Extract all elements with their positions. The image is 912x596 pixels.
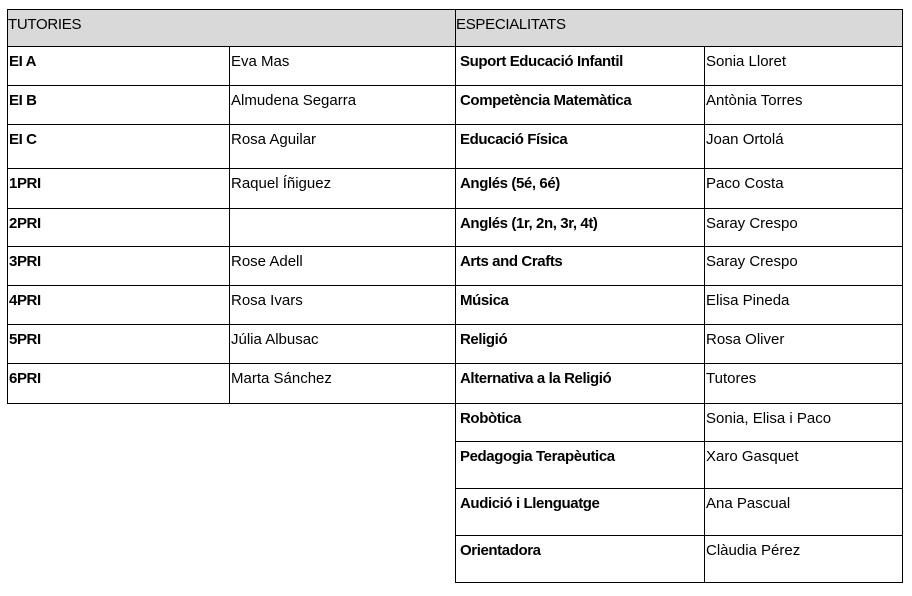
right-name-text: Clàudia Pérez [706,542,801,559]
left-label-cell [7,246,230,286]
tutories-header [7,9,456,47]
left-label-cell [7,85,230,125]
right-name-cell [704,403,903,442]
right-label-cell [455,403,705,442]
left-name-text: Raquel Íñiguez [231,175,332,192]
right-label-cell [455,168,705,209]
left-name-text: Rosa Ivars [231,292,303,309]
especialitats-header-text: ESPECIALITATS [456,16,566,33]
right-name-text: Tutores [706,370,757,387]
left-label-cell [7,363,230,404]
left-name-cell [229,246,456,286]
especialitats-header [455,9,903,47]
left-name-text: Eva Mas [231,53,290,70]
left-name-text: Rose Adell [231,253,303,270]
right-label-text: Anglés (1r, 2n, 3r, 4t) [460,215,598,232]
right-name-text: Rosa Oliver [706,331,785,348]
right-name-text: Saray Crespo [706,253,798,270]
right-name-cell [704,85,903,125]
left-label-cell [7,285,230,325]
left-label-cell [7,208,230,247]
left-name-cell [229,208,456,247]
right-label-cell [455,285,705,325]
right-name-text: Joan Ortolá [706,131,784,148]
left-name-cell [229,124,456,169]
right-label-text: Suport Educació Infantil [460,53,623,70]
right-name-text: Elisa Pineda [706,292,790,309]
right-label-cell [455,488,705,536]
right-label-text: Música [460,292,509,309]
right-label-cell [455,324,705,364]
right-label-text: Robòtica [460,410,521,427]
right-name-text: Antònia Torres [706,92,803,109]
left-label-cell [7,324,230,364]
left-label-text: 5PRI [9,331,41,348]
right-name-text: Paco Costa [706,175,784,192]
left-name-cell [229,168,456,209]
right-name-text: Sonia, Elisa i Paco [706,410,832,427]
right-name-cell [704,363,903,404]
right-name-cell [704,535,903,583]
left-name-cell [229,363,456,404]
left-label-text: 6PRI [9,370,41,387]
right-label-cell [455,363,705,404]
left-label-cell [7,46,230,86]
left-label-text: 2PRI [9,215,41,232]
left-label-text: 3PRI [9,253,41,270]
right-name-cell [704,46,903,86]
left-name-text: Rosa Aguilar [231,131,317,148]
left-label-text: EI A [9,53,37,70]
right-label-text: Pedagogia Terapèutica [460,448,615,465]
left-name-cell [229,324,456,364]
right-label-text: Anglés (5é, 6é) [460,175,560,192]
left-name-cell [229,46,456,86]
right-label-cell [455,46,705,86]
right-name-cell [704,324,903,364]
right-name-text: Ana Pascual [706,495,791,512]
right-label-text: Competència Matemàtica [460,92,632,109]
left-label-text: 4PRI [9,292,41,309]
right-name-text: Saray Crespo [706,215,798,232]
left-label-text: EI C [9,131,37,148]
right-label-text: Audició i Llenguatge [460,495,600,512]
right-label-text: Alternativa a la Religió [460,370,612,387]
left-name-text: Júlia Albusac [231,331,319,348]
right-label-cell [455,208,705,247]
left-label-text: EI B [9,92,37,109]
tutories-header-text: TUTORIES [8,16,82,33]
right-label-text: Religió [460,331,508,348]
right-label-cell [455,85,705,125]
left-label-cell [7,124,230,169]
right-name-text: Sonia Lloret [706,53,787,70]
right-name-cell [704,246,903,286]
right-label-text: Orientadora [460,542,541,559]
right-name-text: Xaro Gasquet [706,448,799,465]
left-label-text: 1PRI [9,175,41,192]
left-name-cell [229,85,456,125]
right-name-cell [704,285,903,325]
left-name-text: Marta Sánchez [231,370,332,387]
right-name-cell [704,168,903,209]
right-name-cell [704,488,903,536]
right-name-cell [704,441,903,489]
right-label-cell [455,535,705,583]
right-label-text: Arts and Crafts [460,253,563,270]
right-label-cell [455,246,705,286]
right-label-text: Educació Física [460,131,568,148]
right-name-cell [704,124,903,169]
left-name-text: Almudena Segarra [231,92,357,109]
right-label-cell [455,441,705,489]
left-label-cell [7,168,230,209]
right-label-cell [455,124,705,169]
left-name-cell [229,285,456,325]
right-name-cell [704,208,903,247]
